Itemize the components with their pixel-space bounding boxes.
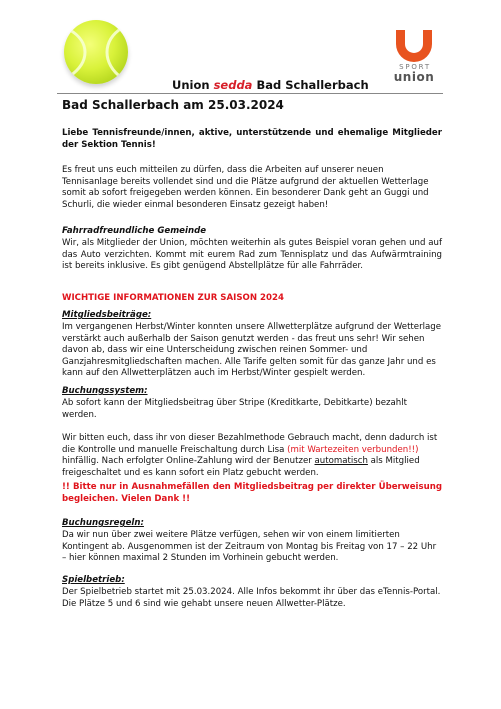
page-title: Bad Schallerbach am 25.03.2024 <box>62 98 284 112</box>
logo-sport-text: SPORT <box>399 63 431 71</box>
bike-paragraph: Wir, als Mitglieder der Union, möchten weiterhin als gutes Beispiel voran gehen und auf das Auto verzichten. Kommt mit eurem Rad zum Tennisplatz und das Aufwärmtraining ist bereits inklusive. Es gibt genügend Abstellplätze für alle Fahrräder. <box>62 238 442 272</box>
rules-heading: Buchungsregeln: <box>62 518 144 528</box>
bike-heading: Fahrradfreundliche Gemeinde <box>62 226 207 236</box>
payment-automatic: automatisch <box>314 456 368 467</box>
play-heading: Spielbetrieb: <box>62 575 125 585</box>
club-suffix: Bad Schallerbach <box>256 78 369 92</box>
payment-warning: (mit Wartezeiten verbunden!!) <box>287 444 419 455</box>
intro-paragraph: Es freut uns euch mitteilen zu dürfen, dass die Arbeiten auf unserer neuen Tennisanlage bereits vollendet sind und die Plätze aufgrund der aktuellen Wetterlage somit ab sofort freigegeben werden können. Ein besonderer Dank geht an Guggi und Schurli, die wieder einmal besonderen Einsatz gezeigt haben! <box>62 165 429 210</box>
header-divider <box>57 93 443 94</box>
payment-text-b: hinfällig. Nach erfolgter Online-Zahlung wird der Benutzer <box>62 456 315 467</box>
booking-paragraph: Ab sofort kann der Mitgliedsbeitrag über Stripe (Kreditkarte, Debitkarte) bezahlt werden. <box>62 398 408 420</box>
play-paragraph: Der Spielbetrieb startet mit 25.03.2024. Alle Infos bekommt ihr über das eTennis-Portal. Die Plätze 5 und 6 sind wie gehabt unsere neuen Allwetter-Plätze. <box>62 587 441 609</box>
tennis-ball-icon <box>64 20 128 84</box>
club-sponsor: sedda <box>213 78 253 92</box>
club-name <box>172 78 369 92</box>
fees-paragraph: Im vergangenen Herbst/Winter konnten unsere Allwetterplätze aufgrund der Wetterlage verstärkt auch außerhalb der Saison genutzt werden - das freut uns sehr! Wir sehen davon ab, dass wir eine Unterscheidung zwischen reinen Sommer- und Ganzjahresmitgliedschaften machen. Alle Tarife gelten somit für das ganze Jahr und es kann auf den Allwetterplätzen auch im Herbst/Winter gespielt werden. <box>62 322 442 379</box>
booking-heading: Buchungssystem: <box>62 386 148 396</box>
important-heading: WICHTIGE INFORMATIONEN ZUR SAISON 2024 <box>62 293 284 303</box>
payment-text-c: als Mitglied freigeschaltet und es kann sofort ein Platz gebucht werden. <box>62 456 420 478</box>
greeting: Liebe Tennisfreunde/innen, aktive, unterstützende und ehemalige Mitglieder der Sektion Tennis! <box>62 128 442 150</box>
logo-union-text: union <box>393 70 435 84</box>
payment-paragraph <box>62 433 442 479</box>
payment-text-a: Wir bitten euch, dass ihr von dieser Bezahlmethode Gebrauch macht, denn dadurch ist die Kontrolle und manuelle Freischaltung durch Lisa <box>62 433 438 455</box>
exception-note: !! Bitte nur in Ausnahmefällen den Mitgliedsbeitrag per direkter Überweisung begleichen. Vielen Dank !! <box>62 482 442 504</box>
club-prefix: Union <box>172 78 210 92</box>
fees-heading: Mitgliedsbeiträge: <box>62 310 152 320</box>
rules-paragraph: Da wir nun über zwei weitere Plätze verfügen, sehen wir von einem limitierten Kontingent ab. Ausgenommen ist der Zeitraum von Montag bis Freitag von 17 – 22 Uhr – hier können maximal 2 Stunden im Vorhinein gebucht werden. <box>62 530 437 564</box>
